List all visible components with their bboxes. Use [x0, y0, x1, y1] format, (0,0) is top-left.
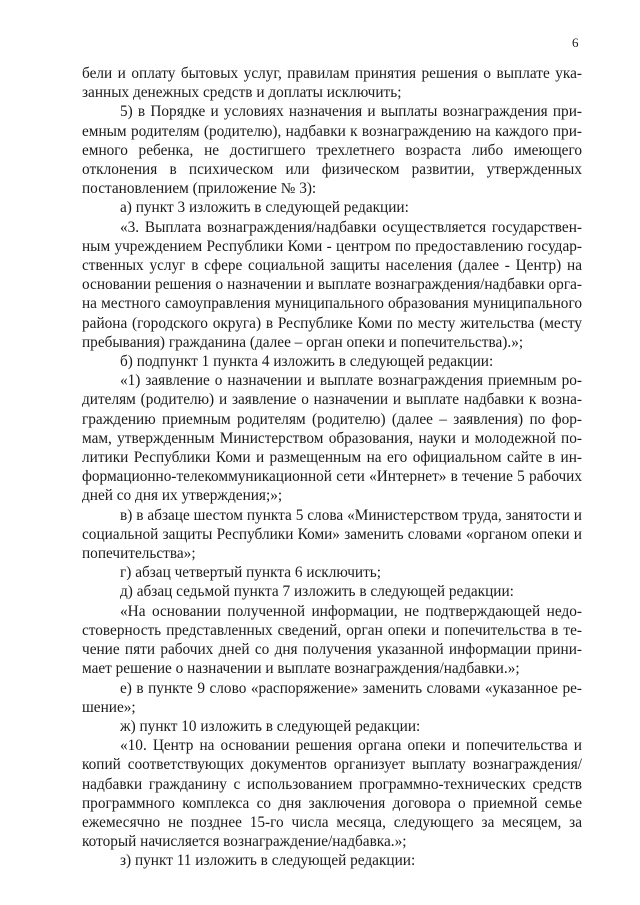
- paragraph-subitem-v: в) в абзаце шестом пункта 5 слова «Министерством труда, занятости и социальной защиты Республики Коми» заменить словами «органом опеки и попечительства»;: [82, 506, 582, 563]
- paragraph-quote-subpoint-1: «1) заявление о назначении и выплате вознаграждения приемным родителям (родителю) и заявление о назначении и выплате надбавки к вознаграждению приемным родителям (родителю) (далее – заявления) по формам, утвержденным Министерством образования, науки и молодежной политики Республики Коми и размещенным на его официальном сайте в информационно-телекоммуникационной сети «Интернет» в течение 5 рабочих дней со дня их утверждения;»;: [82, 372, 582, 505]
- paragraph-subitem-g: г) абзац четвертый пункта 6 исключить;: [120, 564, 382, 582]
- paragraph-subitem-e: е) в пункте 9 слово «распоряжение» заменить словами «указанное решение»;: [82, 679, 582, 716]
- document-body: [82, 64, 582, 871]
- paragraph-subitem-b: б) подпункт 1 пункта 4 изложить в следующей редакции:: [120, 353, 494, 371]
- paragraph-subitem-z: з) пункт 11 изложить в следующей редакции:: [120, 852, 416, 870]
- paragraph-subitem-zh: ж) пункт 10 изложить в следующей редакции:: [120, 717, 421, 735]
- paragraph-quote-point-10: «10. Центр на основании решения органа опеки и попечительства и копий соответствующих документов организует выплату вознаграждения/надбавки гражданину с использованием программно-технических средств программного комплекса со дня заключения договора о приемной семье ежемесячно не позднее 15-го числа месяца, следующего за месяцем, за который начисляется вознаграждение/надбавка.»;: [82, 737, 582, 851]
- paragraph-item-5: 5) в Порядке и условиях назначения и выплаты вознаграждения приемным родителям (родителю), надбавки к вознаграждению на каждого приемного ребенка, не достигшего трехлетнего возраста либо имеющего отклонения в психическом или физическом развитии, утвержденных постановлением (приложение № 3):: [82, 103, 582, 198]
- paragraph-quote-point-3: «3. Выплата вознаграждения/надбавки осуществляется государственным учреждением Республики Коми - центром по предоставлению государственных услуг в сфере социальной защиты населения (далее - Центр) на основании решения о назначении и выплате вознаграждения/надбавки органа местного самоуправления муниципального образования муниципального района (городского округа) в Республике Коми по месту жительства (месту пребывания) гражданина (далее – орган опеки и попечительства).»;: [82, 218, 582, 351]
- paragraph-continuation: бели и оплату бытовых услуг, правилам принятия решения о выплате указанных денежных средств и доплаты исключить;: [82, 65, 582, 102]
- paragraph-subitem-a: а) пункт 3 изложить в следующей редакции:: [120, 199, 409, 217]
- paragraph-quote-point-7: «На основании полученной информации, не подтверждающей недостоверность представленных сведений, орган опеки и попечительства в течение пяти рабочих дней со дня получения указанной информации принимает решение о назначении и выплате вознаграждения/надбавки.»;: [82, 602, 582, 678]
- page-number: 6: [572, 35, 579, 50]
- paragraph-subitem-d: д) абзац седьмой пункта 7 изложить в следующей редакции:: [120, 583, 514, 601]
